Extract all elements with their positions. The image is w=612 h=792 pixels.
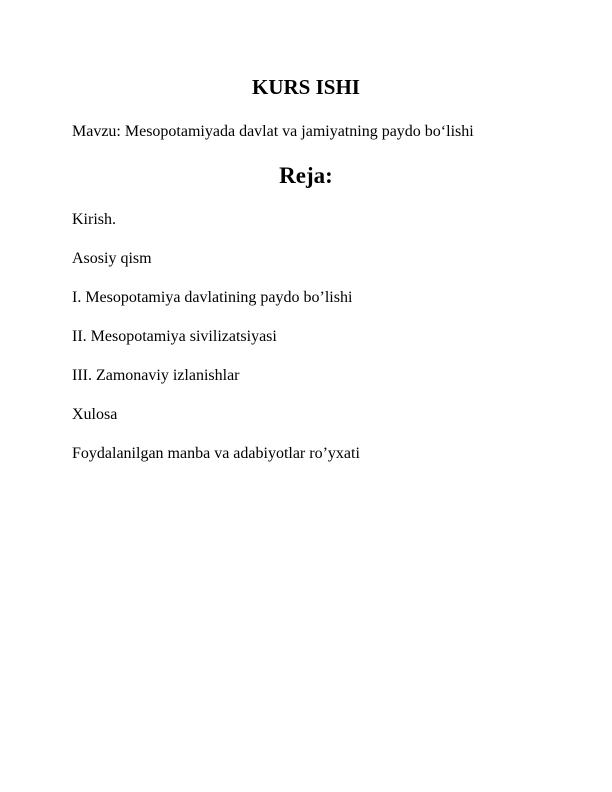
plan-heading: Reja: [279,163,333,188]
plan-item-references: Foydalanilgan manba va adabiyotlar ro’yxati [72,445,360,462]
plan-item-chapter-2: II. Mesopotamiya sivilizatsiyasi [72,328,277,345]
topic-line: Mavzu: Mesopotamiyada davlat va jamiyatning paydo bo‘lishi [72,123,474,140]
plan-item-introduction: Kirish. [72,211,116,228]
plan-list [72,210,360,483]
document-title: KURS ISHI [252,75,360,99]
plan-item-main-part: Asosiy qism [72,250,152,267]
plan-item-chapter-3: III. Zamonaviy izlanishlar [72,367,240,384]
plan-item-chapter-1: I. Mesopotamiya davlatining paydo bo’lishi [72,289,353,306]
plan-item-conclusion: Xulosa [72,406,118,423]
